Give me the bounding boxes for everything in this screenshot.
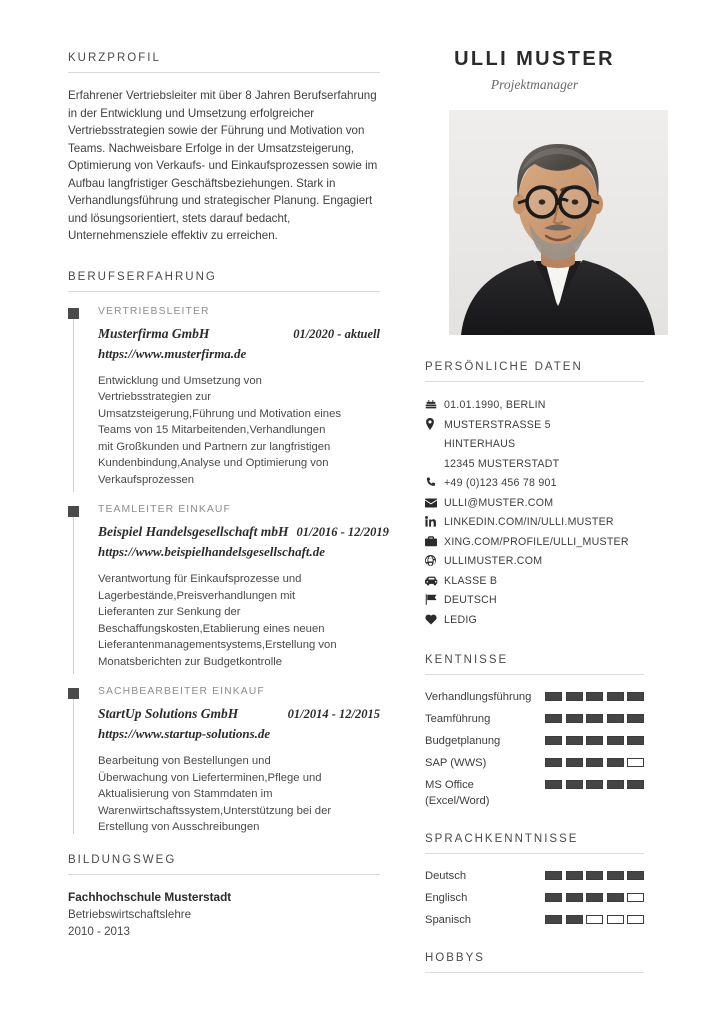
experience-company: Beispiel Handelsgesellschaft mbH	[98, 524, 289, 539]
rating-segment	[545, 915, 562, 924]
rating-segment	[586, 915, 603, 924]
skill-row-bar	[545, 755, 644, 767]
experience-role: SACHBEARBEITER EINKAUF	[98, 686, 265, 697]
contact-address-line2: HINTERHAUS	[444, 438, 516, 450]
experience-description: Verantwortung für Einkaufsprozesse und Lagerbestände,Preisverhandlungen mit Lieferanten zur Senkung der Beschaffungskosten,Etablierung eines neuen Lieferantenmanagementsystems,Erstellung von Monatsberichten zur Budgetkontrolle	[98, 573, 337, 668]
rating-segment	[586, 780, 603, 789]
contact-item-linkedin	[425, 513, 644, 533]
contact-item-email	[425, 494, 644, 514]
rating-segment	[566, 893, 583, 902]
skill-row-label: SAP (WWS)	[425, 757, 487, 769]
language-row-label: Englisch	[425, 892, 468, 904]
contact-item-marital-status	[425, 611, 644, 631]
section-divider	[425, 381, 644, 382]
rating-segment	[607, 758, 624, 767]
section-title-sprachkenntnisse: SPRACHKENNTNISSE	[425, 833, 579, 845]
contact-email-text[interactable]: ULLI@MUSTER.COM	[444, 496, 554, 509]
rating-segment	[545, 692, 562, 701]
rating-segment	[607, 871, 624, 880]
skills-list	[425, 689, 644, 809]
birthday-cake-icon	[425, 396, 444, 416]
contact-linkedin-text[interactable]: LINKEDIN.COM/IN/ULLI.MUSTER	[444, 516, 614, 528]
rating-segment	[627, 915, 644, 924]
experience-role: TEAMLEITER EINKAUF	[98, 504, 231, 515]
timeline-marker-icon	[68, 308, 79, 319]
experience-item	[68, 686, 380, 836]
experience-list	[68, 305, 389, 836]
rating-segment	[607, 780, 624, 789]
section-kurzprofil	[68, 52, 380, 245]
contact-item-driving-license	[425, 572, 644, 592]
phone-icon	[425, 474, 444, 494]
experience-item	[68, 504, 389, 670]
section-title-berufserfahrung: BERUFSERFAHRUNG	[68, 270, 217, 283]
rating-segment	[566, 714, 583, 723]
experience-description: Bearbeitung von Bestellungen und Überwachung von Lieferterminen,Pflege und Aktualisierung von Stammdaten im Warenwirtschaftssystem,Unterstützung bei der Erstellung von Ausschreibungen	[98, 755, 332, 833]
flag-icon	[425, 591, 444, 611]
rating-segment	[607, 893, 624, 902]
timeline-line	[73, 319, 74, 493]
portrait-photo-image	[449, 110, 668, 335]
section-divider	[425, 972, 644, 973]
timeline-line	[73, 699, 74, 834]
education-school: Fachhochschule Musterstadt	[68, 889, 232, 904]
section-title-hobbys: HOBBYS	[425, 952, 485, 964]
section-divider	[68, 291, 380, 292]
experience-company: Musterfirma GmbH	[98, 325, 210, 341]
rating-segment	[627, 780, 644, 789]
section-hobbys	[425, 952, 644, 973]
rating-segment	[566, 871, 583, 880]
location-pin-icon	[425, 416, 444, 436]
language-row	[425, 868, 644, 884]
rating-segment	[545, 758, 562, 767]
rating-segment	[607, 915, 624, 924]
rating-segment	[545, 780, 562, 789]
section-sprachkenntnisse	[425, 833, 644, 928]
contact-item-address	[425, 416, 644, 436]
rating-segment	[586, 758, 603, 767]
contact-item-website	[425, 552, 644, 572]
section-title-kurzprofil: KURZPROFIL	[68, 52, 161, 64]
rating-segment	[566, 915, 583, 924]
section-berufserfahrung	[68, 270, 389, 836]
experience-url[interactable]: https://www.beispielhandelsgesellschaft.de	[98, 544, 326, 559]
page-title: ULLI MUSTER	[454, 48, 615, 70]
rating-segment	[586, 714, 603, 723]
skill-row	[425, 711, 644, 727]
portrait-photo	[449, 110, 668, 335]
rating-segment	[627, 714, 644, 723]
language-row-label: Deutsch	[425, 870, 467, 882]
experience-url[interactable]: https://www.musterfirma.de	[98, 345, 247, 361]
right-column	[400, 0, 724, 1024]
contact-nationality-text: DEUTSCH	[444, 594, 497, 606]
contact-driving-license-text: KLASSE B	[444, 574, 498, 587]
rating-segment	[627, 758, 644, 767]
contact-address-text: MUSTERSTRASSE 5	[444, 418, 551, 431]
envelope-icon	[425, 494, 444, 514]
section-divider	[425, 674, 644, 675]
rating-segment	[607, 692, 624, 701]
section-title-bildungsweg: BILDUNGSWEG	[68, 853, 177, 866]
skill-row-bar	[545, 733, 644, 745]
section-persoenliche-daten	[425, 361, 644, 630]
contact-address-line3: 12345 MUSTERSTADT	[444, 457, 560, 470]
languages-list	[425, 868, 644, 928]
rating-segment	[627, 871, 644, 880]
skill-row	[425, 733, 644, 749]
skill-row-label: MS Office (Excel/Word)	[425, 779, 490, 807]
experience-description: Entwicklung und Umsetzung von Vertriebsstrategien zur Umsatzsteigerung,Führung und Motivation eines Teams von 15 Mitarbeitenden,Verhandlungen mit Großkunden und Partnern zur langfristigen Kundenbindung,Analyse und Optimierung von Verkaufsprozessen	[98, 374, 342, 486]
timeline-line	[73, 517, 74, 674]
section-title-persoenliche-daten: PERSÖNLICHE DATEN	[425, 361, 583, 373]
section-divider	[68, 72, 380, 73]
language-row-bar	[545, 890, 644, 902]
skill-row-bar	[545, 689, 644, 701]
rating-segment	[566, 736, 583, 745]
contact-item-birthdate	[425, 396, 644, 416]
experience-date: 01/2014 - 12/2015	[287, 707, 380, 721]
experience-company-row	[98, 524, 389, 540]
experience-url[interactable]: https://www.startup-solutions.de	[98, 726, 271, 741]
contact-xing-text[interactable]: XING.COM/PROFILE/ULLI_MUSTER	[444, 535, 629, 548]
contact-item-phone	[425, 474, 644, 494]
experience-company-row	[98, 706, 380, 722]
skill-row-label: Budgetplanung	[425, 735, 501, 747]
rating-segment	[586, 871, 603, 880]
rating-segment	[545, 893, 562, 902]
rating-segment	[586, 692, 603, 701]
rating-segment	[566, 692, 583, 701]
experience-company-row	[98, 326, 380, 342]
language-row	[425, 890, 644, 906]
section-title-kentnisse: KENTNISSE	[425, 654, 509, 666]
section-divider	[68, 874, 380, 875]
rating-segment	[586, 893, 603, 902]
briefcase-icon	[425, 533, 444, 553]
contact-phone-text[interactable]: +49 (0)123 456 78 901	[444, 477, 557, 489]
experience-role: VERTRIEBSLEITER	[98, 305, 210, 317]
experience-company: StartUp Solutions GmbH	[98, 706, 239, 721]
skill-row	[425, 755, 644, 771]
rating-segment	[545, 871, 562, 880]
education-years: 2010 - 2013	[68, 924, 130, 938]
heart-icon	[425, 611, 444, 631]
language-row-label: Spanisch	[425, 914, 472, 926]
contact-website-text[interactable]: ULLIMUSTER.COM	[444, 555, 543, 567]
timeline-marker-icon	[68, 688, 79, 699]
job-title-subtitle: Projektmanager	[490, 77, 579, 92]
contact-marital-status-text: LEDIG	[444, 613, 478, 626]
skill-row-label: Verhandlungsführung	[425, 691, 532, 703]
linkedin-icon	[425, 513, 444, 533]
skill-row-bar	[545, 777, 644, 789]
section-bildungsweg	[68, 854, 380, 940]
section-divider	[425, 853, 644, 854]
rating-segment	[545, 714, 562, 723]
section-kentnisse	[425, 654, 644, 809]
contact-item-nationality	[425, 591, 644, 611]
profile-summary-text: Erfahrener Vertriebsleiter mit über 8 Jahren Berufserfahrung in der Entwicklung und Umsetzung erfolgreicher Vertriebsstrategien sowie der Führung und Motivation von Teams. Nachweisbare Erfolge in der Umsatzsteigerung, Optimierung von Verkaufs- und Einkaufsprozessen sowie im Aufbau langfristiger Geschäftsbeziehungen. Stark in Verhandlungsführung und strategischer Planung. Engagiert und lösungsorientiert, stets darauf bedacht, Unternehmensziele effektiv zu erreichen.	[68, 89, 378, 242]
education-field: Betriebswirtschaftslehre	[68, 907, 192, 921]
skill-row-label: Teamführung	[425, 713, 491, 725]
globe-icon	[425, 552, 444, 572]
rating-segment	[627, 893, 644, 902]
language-row-bar	[545, 868, 644, 880]
rating-segment	[607, 714, 624, 723]
experience-date: 01/2016 - 12/2019	[296, 525, 389, 539]
contact-birthdate-text: 01.01.1990, BERLIN	[444, 399, 546, 411]
rating-segment	[566, 758, 583, 767]
language-row-bar	[545, 912, 644, 924]
experience-date: 01/2020 - aktuell	[293, 326, 380, 341]
skill-row-bar	[545, 711, 644, 723]
rating-segment	[627, 736, 644, 745]
skill-row	[425, 689, 644, 705]
skill-row	[425, 777, 644, 809]
contact-item-xing	[425, 533, 644, 553]
rating-segment	[566, 780, 583, 789]
language-row	[425, 912, 644, 928]
experience-item	[68, 306, 380, 489]
rating-segment	[627, 692, 644, 701]
timeline-marker-icon	[68, 506, 79, 517]
rating-segment	[607, 736, 624, 745]
rating-segment	[586, 736, 603, 745]
car-icon	[425, 572, 444, 592]
rating-segment	[545, 736, 562, 745]
